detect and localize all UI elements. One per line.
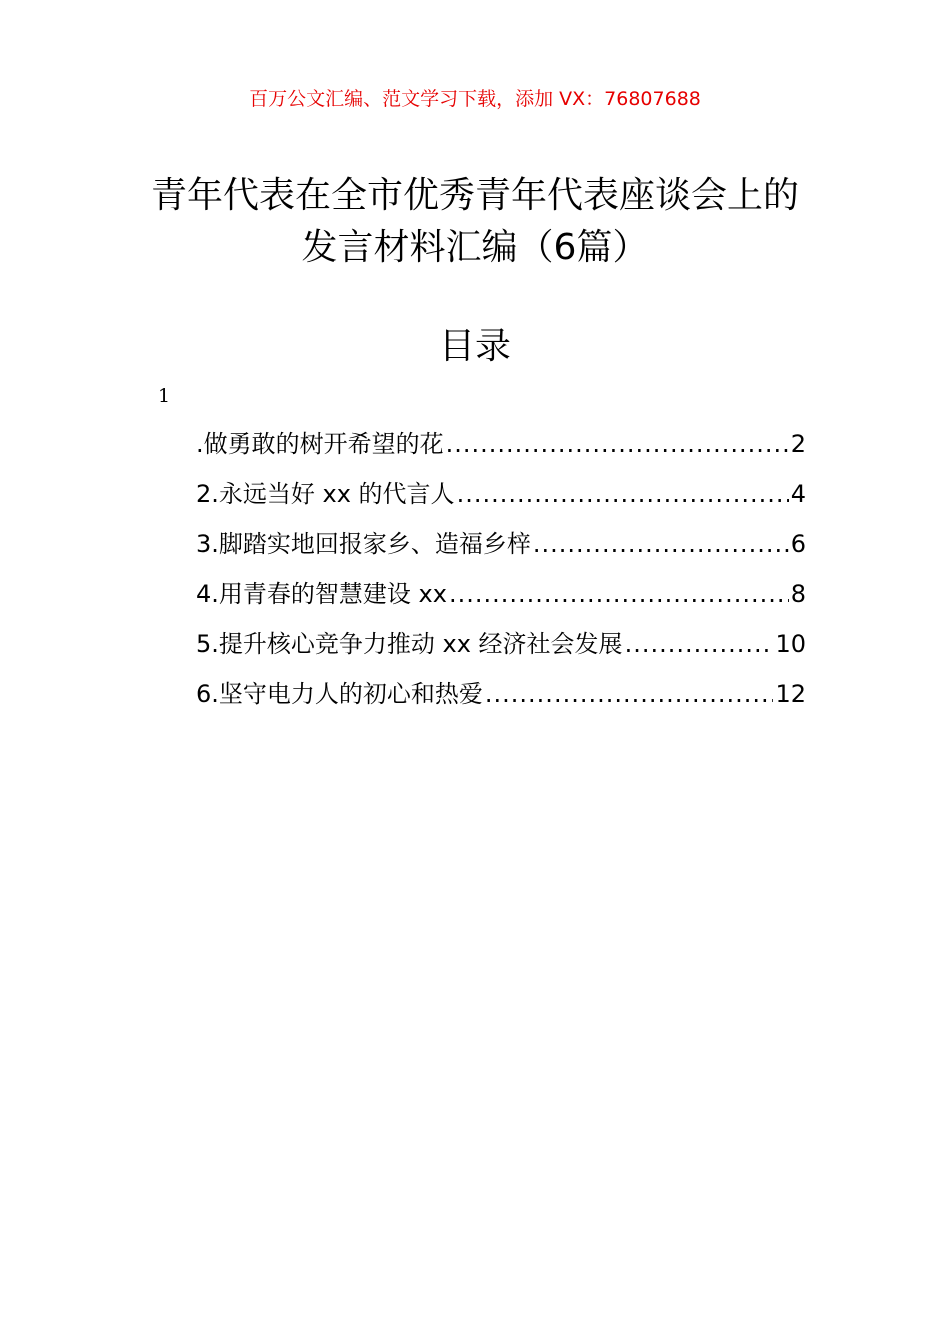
toc-dot-leader [533, 525, 789, 563]
toc-entry-title: 6.坚守电力人的初心和热爱 [196, 680, 483, 708]
toc-entry-title: 2.永远当好 xx 的代言人 [196, 480, 455, 508]
toc-entry[interactable] [196, 475, 806, 525]
promo-header-note: 百万公文汇编、范文学习下载，添加 VX：76807688 [249, 88, 701, 110]
toc-dot-leader [485, 675, 774, 713]
toc-entry-page: 4 [790, 480, 806, 508]
toc-entry[interactable] [196, 625, 806, 675]
toc-dot-leader [446, 425, 789, 463]
toc-entry-title: 4.用青春的智慧建设 xx [196, 580, 447, 608]
toc-entry-page: 8 [790, 580, 806, 608]
toc-entry-page: 6 [790, 530, 806, 558]
toc-entry-title: 3.脚踏实地回报家乡、造福乡梓 [196, 530, 531, 558]
toc-entry-page: 12 [775, 680, 806, 708]
toc-entry[interactable] [196, 525, 806, 575]
toc-list-marker: 1 [158, 385, 171, 407]
toc-dot-leader [449, 575, 789, 613]
toc-heading: 目录 [438, 326, 511, 367]
toc-entry-page: 2 [790, 430, 806, 458]
toc-entry-page: 10 [775, 630, 806, 658]
toc-entry-title: .做勇敢的树开希望的花 [196, 430, 444, 458]
toc-dot-leader [457, 475, 789, 513]
table-of-contents [196, 425, 806, 725]
toc-entry[interactable] [196, 675, 806, 725]
document-title-line-2: 发言材料汇编（6篇） [301, 227, 649, 268]
toc-entry[interactable] [196, 425, 806, 475]
toc-dot-leader [625, 625, 774, 663]
toc-entry[interactable] [196, 575, 806, 625]
document-title-line-1: 青年代表在全市优秀青年代表座谈会上的 [150, 175, 799, 216]
toc-entry-title: 5.提升核心竞争力推动 xx 经济社会发展 [196, 630, 623, 658]
